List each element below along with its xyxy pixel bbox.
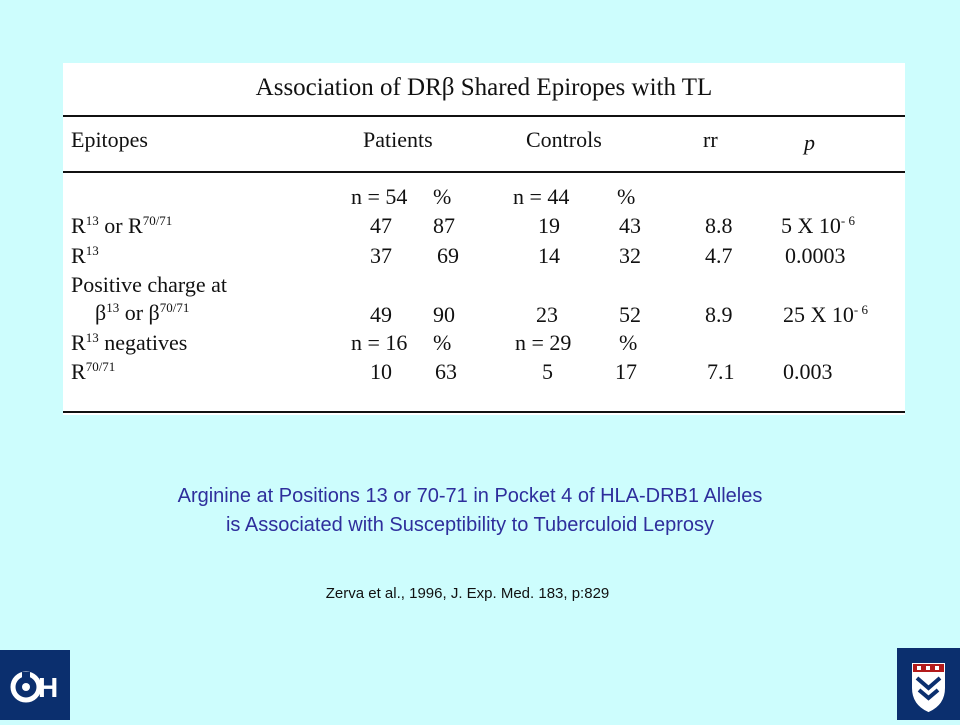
university-shield-icon: [897, 648, 960, 720]
controls-value: 19: [538, 213, 560, 238]
rr-value: 8.8: [705, 213, 733, 238]
patients-pct-symbol: %: [433, 330, 452, 355]
p-value: 0.0003: [785, 243, 846, 268]
p-value: 25 X $10^{- 6}$: [783, 302, 868, 327]
controls-n: n = 44: [513, 184, 570, 209]
controls-percent: 52: [619, 302, 641, 327]
rr-value: 8.9: [705, 302, 733, 327]
patients-value: 47: [370, 213, 392, 238]
institution-logo-icon: [0, 650, 70, 720]
caption-line-1: Arginine at Positions 13 or 70-71 in Pocket 4 of HLA-DRB1 Alleles: [177, 485, 763, 507]
slide-caption: [0, 482, 940, 540]
patients-value: 10: [370, 359, 392, 384]
controls-percent: 32: [619, 243, 641, 268]
patients-value: 37: [370, 243, 392, 268]
controls-value: 23: [536, 302, 558, 327]
citation: Zerva et al., 1996, J. Exp. Med. 183, p:829: [325, 585, 610, 602]
rr-value: 4.7: [705, 243, 733, 268]
patients-value: 49: [370, 302, 392, 327]
header-epitopes: Epitopes: [71, 127, 148, 152]
patients-percent: 63: [435, 359, 457, 384]
header-controls: Controls: [526, 127, 602, 152]
row-label: $R^{70/71}$: [71, 359, 116, 384]
patients-pct-symbol: %: [433, 184, 452, 209]
controls-value: 5: [542, 359, 553, 384]
row-label: $R^{13}$: [71, 243, 99, 268]
patients-percent: 90: [433, 302, 455, 327]
controls-n: n = 29: [515, 330, 572, 355]
logo-letter: H: [38, 672, 59, 703]
table-title-text-end: Shared Epiropes with TL: [454, 74, 713, 101]
controls-percent: 43: [619, 213, 641, 238]
row-label: $R^{13}$ negatives: [71, 330, 188, 355]
header-rr: rr: [703, 127, 718, 152]
beta-symbol: β: [441, 74, 455, 101]
patients-percent: 87: [433, 213, 455, 238]
p-value: 5 X $10^{- 6}$: [781, 213, 855, 238]
patients-percent: 69: [437, 243, 459, 268]
row-label: $R^{13}$ or $R^{70/71}$: [71, 213, 173, 238]
table-panel: [63, 63, 905, 415]
rr-value: 7.1: [707, 359, 735, 384]
row-label: Positive charge at: [71, 272, 227, 297]
caption-line-2: is Associated with Susceptibility to Tuberculoid Leprosy: [225, 514, 715, 536]
p-value: 0.003: [783, 359, 833, 384]
rule-top: [63, 115, 905, 117]
header-patients: Patients: [363, 127, 433, 152]
table-title-text: Association of DR: [255, 74, 442, 101]
patients-n: n = 54: [351, 184, 408, 209]
header-p: p: [804, 130, 815, 155]
controls-pct-symbol: %: [617, 184, 636, 209]
rule-bottom: [63, 411, 905, 413]
table-title: [63, 74, 905, 102]
row-label-beta: $\beta^{13}$ or $\beta^{70/71}$: [95, 300, 190, 325]
rule-header-bottom: [63, 171, 905, 173]
patients-n: n = 16: [351, 330, 408, 355]
controls-percent: 17: [615, 359, 637, 384]
controls-pct-symbol: %: [619, 330, 638, 355]
controls-value: 14: [538, 243, 560, 268]
